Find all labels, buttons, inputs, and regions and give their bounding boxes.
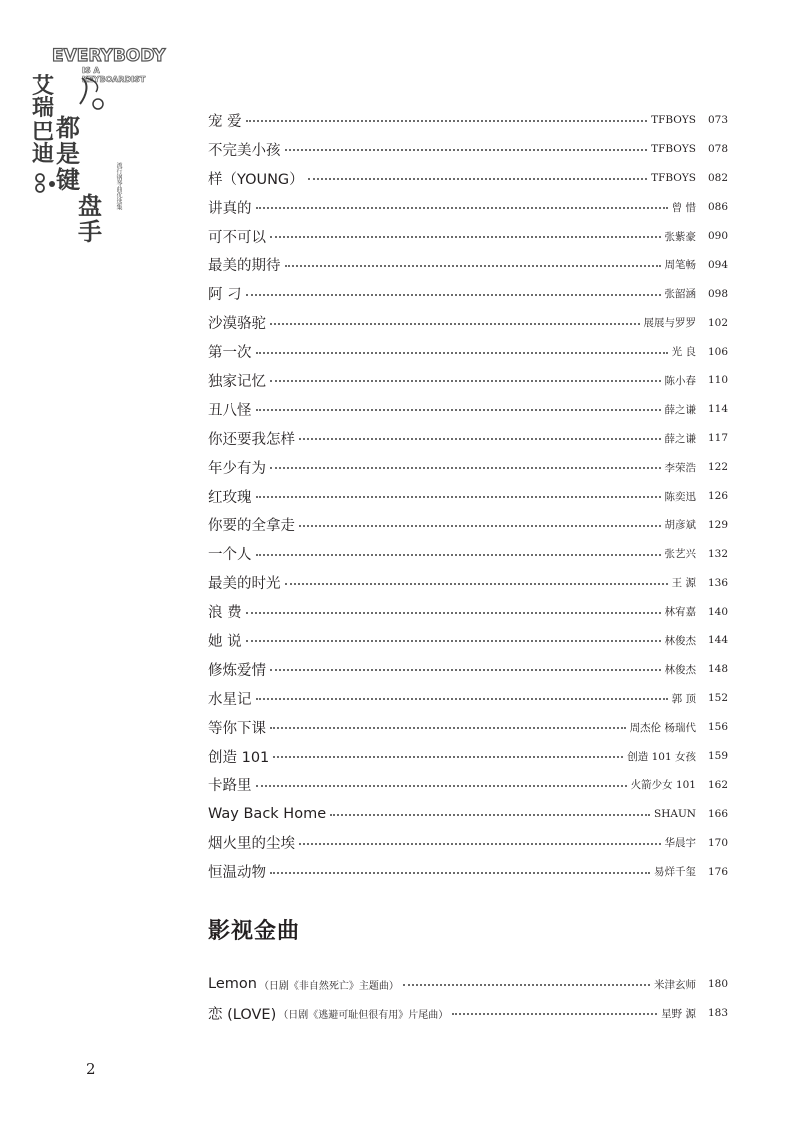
artist-name: 周杰伦 杨瑞代	[629, 721, 696, 734]
song-title: 可不可以	[208, 229, 266, 246]
artist-name: 创造 101 女孩	[627, 750, 696, 763]
page-ref: 114	[708, 403, 729, 416]
artist-name: 曾 惜	[671, 201, 696, 214]
dot-leader	[403, 984, 650, 986]
dot-leader	[256, 409, 661, 411]
song-title: 卡路里	[208, 778, 252, 795]
song-title: 最美的时光	[208, 576, 281, 593]
logo-char-1: 艾	[32, 74, 55, 99]
toc-entry[interactable]	[208, 222, 728, 251]
page-ref: 144	[708, 634, 729, 647]
dot-leader	[452, 1013, 657, 1015]
song-title: 你还要我怎样	[208, 431, 295, 448]
page-ref: 122	[708, 461, 729, 474]
toc-entry[interactable]	[208, 366, 728, 395]
page-ref: 073	[708, 114, 729, 127]
toc-entry[interactable]	[208, 857, 728, 886]
dot-leader	[285, 265, 661, 267]
page-ref: 086	[708, 201, 729, 214]
page-ref: 110	[708, 374, 729, 387]
page-ref: 132	[708, 547, 729, 560]
logo-char-3: 巴	[32, 120, 55, 145]
dot-leader	[256, 496, 661, 498]
page-ref: 156	[708, 721, 729, 734]
toc-entry[interactable]	[208, 828, 728, 857]
toc-entry[interactable]	[208, 655, 728, 684]
section-title: 影视金曲	[208, 918, 301, 944]
song-note: （日剧《非自然死亡》主题曲）	[258, 980, 399, 992]
dot-leader	[270, 872, 650, 874]
page-ref: 180	[708, 978, 729, 991]
logo-char-2: 瑞	[32, 96, 55, 121]
dot-leader	[256, 785, 627, 787]
toc-entry[interactable]	[208, 164, 728, 193]
song-title: 年少有为	[208, 460, 266, 477]
dot-leader	[299, 843, 661, 845]
logo-music-icon	[34, 172, 60, 194]
dot-leader	[246, 612, 661, 614]
dot-leader	[270, 236, 661, 238]
page-ref: 078	[708, 143, 729, 156]
dot-leader	[256, 698, 668, 700]
dot-leader	[270, 727, 626, 729]
artist-name: 华晨宇	[664, 837, 696, 850]
logo-leaf-icon	[76, 74, 106, 114]
page-ref: 159	[708, 750, 729, 763]
song-title: 烟火里的尘埃	[208, 836, 295, 853]
dot-leader	[308, 178, 647, 180]
song-title: 红玫瑰	[208, 489, 252, 506]
song-title: 样（YOUNG）	[208, 171, 304, 188]
toc-entry[interactable]	[208, 999, 728, 1028]
logo-subtitle: 流行钢琴曲优选集	[115, 162, 122, 210]
dot-leader	[270, 467, 661, 469]
toc-entry[interactable]	[208, 684, 728, 713]
song-note: （日剧《逃避可耻但很有用》片尾曲）	[278, 1009, 449, 1021]
artist-name: 王 源	[671, 577, 696, 590]
artist-name: 火箭少女 101	[630, 779, 696, 792]
toc-entry[interactable]	[208, 337, 728, 366]
dot-leader	[246, 294, 661, 296]
artist-name: 陈小春	[664, 374, 696, 387]
logo-char-6: 是	[56, 140, 80, 168]
dot-leader	[270, 669, 661, 671]
page-ref: 140	[708, 605, 729, 618]
artist-name: 林宥嘉	[664, 606, 696, 619]
page-ref: 126	[708, 490, 729, 503]
song-title: Way Back Home	[208, 805, 327, 822]
toc-entry[interactable]	[208, 279, 728, 308]
dot-leader	[285, 149, 648, 151]
dot-leader	[330, 814, 650, 816]
toc-entry[interactable]	[208, 453, 728, 482]
toc-entry[interactable]	[208, 308, 728, 337]
song-title: 等你下课	[208, 720, 266, 737]
artist-name: 星野 源	[661, 1007, 696, 1020]
artist-name: 薛之谦	[664, 432, 696, 445]
song-title: 第一次	[208, 345, 252, 362]
song-title: 水星记	[208, 691, 252, 708]
dot-leader	[273, 756, 623, 758]
logo-english-subtitle: IS A KEYBOARDIST	[82, 66, 146, 84]
artist-name: SHAUN	[654, 807, 696, 820]
toc-entry[interactable]	[208, 135, 728, 164]
artist-name: 张艺兴	[664, 548, 696, 561]
page-ref: 176	[708, 865, 729, 878]
logo-char-8: 盘	[78, 192, 102, 220]
page-ref: 148	[708, 663, 729, 676]
artist-name: 薛之谦	[664, 403, 696, 416]
song-title: 不完美小孩	[208, 142, 281, 159]
song-title: 一个人	[208, 547, 252, 564]
page-ref: 106	[708, 345, 729, 358]
toc-entry[interactable]	[208, 626, 728, 655]
toc-entry[interactable]	[208, 799, 728, 828]
toc-entry[interactable]	[208, 424, 728, 453]
logo-char-9: 手	[78, 218, 102, 246]
page-ref: 094	[708, 258, 729, 271]
toc-entry[interactable]	[208, 106, 728, 135]
song-title: 她 说	[208, 633, 242, 650]
logo-char-5: 都	[56, 114, 80, 142]
logo-english-title: EVERYBODY	[52, 46, 166, 66]
artist-name: 张紫豪	[664, 230, 696, 243]
artist-name: 陈奕迅	[664, 490, 696, 503]
song-title: 沙漠骆驼	[208, 316, 266, 333]
artist-name: TFBOYS	[651, 143, 696, 156]
dot-leader	[270, 323, 640, 325]
song-title: 最美的期待	[208, 258, 281, 275]
page-number: 2	[86, 1060, 96, 1078]
song-title: 讲真的	[208, 200, 252, 217]
toc-entry[interactable]	[208, 250, 728, 279]
toc-entry[interactable]	[208, 742, 728, 771]
page-ref: 152	[708, 692, 729, 705]
dot-leader	[246, 640, 661, 642]
artist-name: 光 良	[671, 346, 696, 359]
dot-leader	[299, 438, 661, 440]
artist-name: 胡彦斌	[664, 519, 696, 532]
dot-leader	[270, 380, 661, 382]
page-ref: 090	[708, 230, 729, 242]
artist-name: TFBOYS	[651, 172, 696, 185]
toc-entry[interactable]	[208, 482, 728, 511]
page-ref: 136	[708, 576, 729, 589]
song-title: 恋 (LOVE)	[208, 1006, 277, 1023]
artist-name: TFBOYS	[651, 114, 696, 127]
dot-leader	[256, 352, 668, 354]
artist-name: 林俊杰	[664, 663, 696, 676]
book-logo	[30, 44, 166, 246]
song-title: Lemon	[208, 976, 257, 993]
page-ref: 082	[708, 172, 729, 185]
page-ref: 166	[708, 807, 729, 820]
artist-name: 郭 顶	[671, 692, 696, 705]
page-ref: 098	[708, 287, 729, 300]
toc-entry[interactable]	[208, 193, 728, 222]
artist-name: 李荣浩	[664, 461, 696, 474]
toc-entry[interactable]	[208, 510, 728, 539]
logo-char-7: 键	[56, 166, 80, 194]
artist-name: 米津玄师	[654, 978, 696, 991]
toc-entry[interactable]	[208, 970, 728, 999]
page-ref: 117	[708, 432, 729, 445]
page-ref: 129	[708, 518, 729, 531]
dot-leader	[246, 120, 647, 122]
dot-leader	[256, 207, 668, 209]
song-title: 独家记忆	[208, 373, 266, 390]
table-of-contents	[208, 106, 728, 886]
dot-leader	[256, 554, 661, 556]
page-ref: 183	[708, 1007, 729, 1020]
toc-entry[interactable]	[208, 539, 728, 568]
page-ref: 170	[708, 836, 729, 849]
song-title: 你要的全拿走	[208, 518, 295, 535]
page-ref: 162	[708, 778, 729, 791]
page-ref: 102	[708, 316, 729, 329]
toc-entry[interactable]	[208, 597, 728, 626]
dot-leader	[299, 525, 661, 527]
artist-name: 周笔畅	[664, 259, 696, 272]
dot-leader	[285, 583, 668, 585]
song-title: 宠 爱	[208, 113, 242, 130]
song-title: 浪 费	[208, 605, 242, 622]
artist-name: 易烊千玺	[654, 866, 696, 879]
song-title: 丑八怪	[208, 402, 252, 419]
section-contents	[208, 970, 728, 1028]
logo-char-4: 迪	[32, 142, 55, 167]
song-title: 创造 101	[208, 749, 270, 766]
song-title: 阿 刁	[208, 287, 242, 304]
toc-entry[interactable]	[208, 568, 728, 597]
song-title: 恒温动物	[208, 865, 266, 882]
song-title: 修炼爱情	[208, 662, 266, 679]
artist-name: 展展与罗罗	[643, 317, 696, 330]
artist-name: 张韶涵	[664, 288, 696, 301]
artist-name: 林俊杰	[664, 634, 696, 647]
toc-entry[interactable]	[208, 395, 728, 424]
toc-entry[interactable]	[208, 713, 728, 742]
toc-entry[interactable]	[208, 770, 728, 799]
